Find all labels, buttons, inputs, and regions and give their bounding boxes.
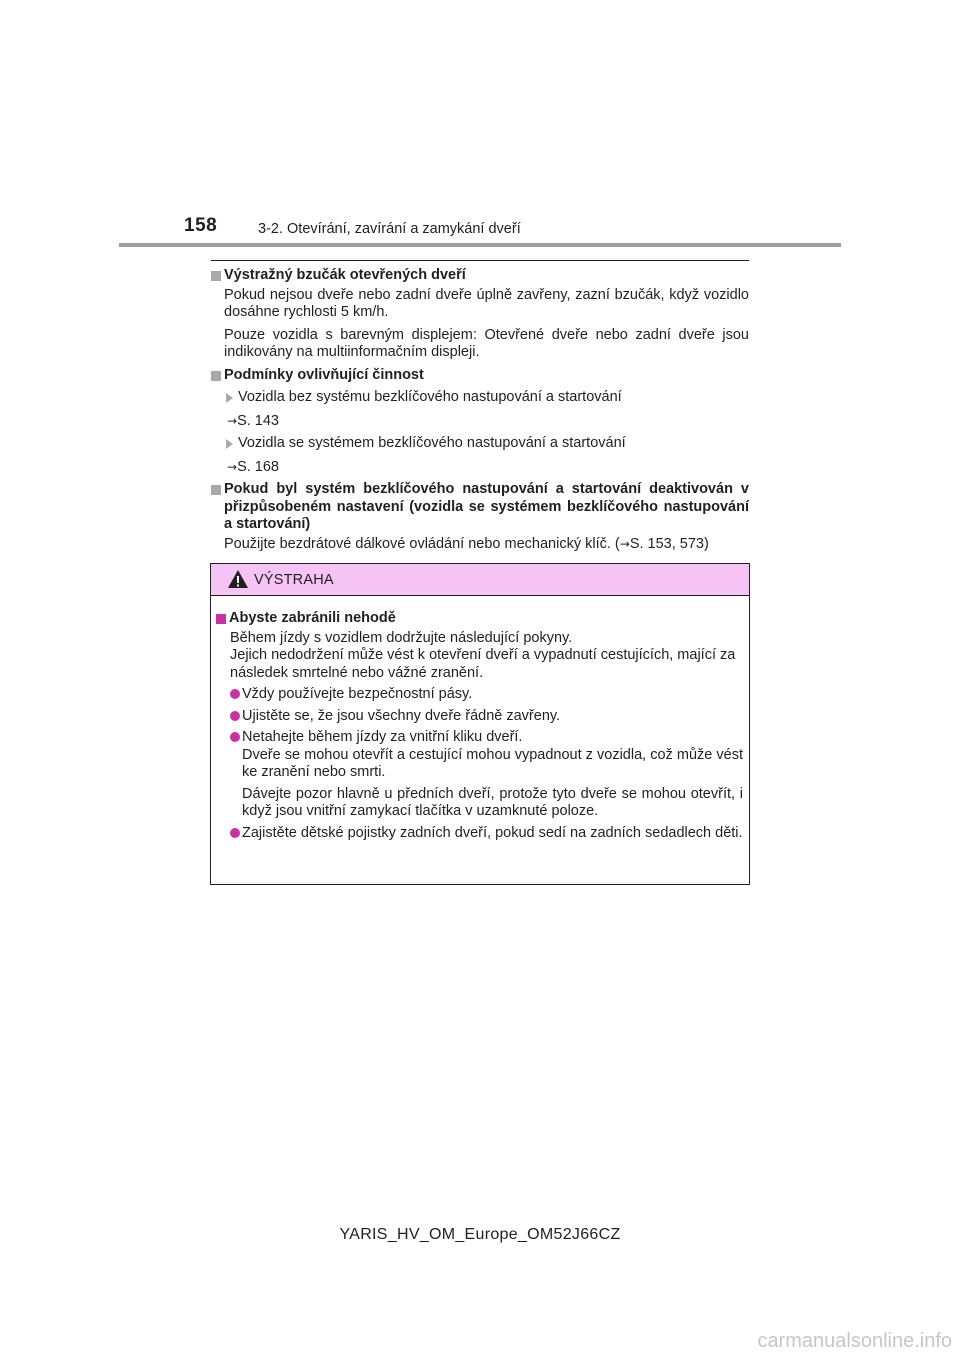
variant-text: Vozidla bez systému bezklíčového nastupování a startování	[238, 389, 622, 405]
section-heading-text: Výstražný bzučák otevřených dveří	[224, 267, 466, 283]
warning-title: VÝSTRAHA	[254, 572, 334, 588]
bullet-text: Dveře se mohou otevřít a cestující mohou vypadnout z vozidla, což může vést ke zranění nebo smrti.	[242, 746, 743, 780]
triangle-right-icon	[226, 393, 233, 403]
warning-paragraph: Jejich nedodržení může vést k otevření dveří a vypadnutí cestujících, mající za následek smrtelné nebo vážné zranění.	[230, 647, 736, 681]
square-bullet-icon	[211, 371, 221, 381]
warning-triangle-icon	[227, 569, 249, 589]
section-heading	[211, 367, 749, 385]
header-rule	[119, 243, 841, 247]
warning-heading-text: Abyste zabránili nehodě	[229, 610, 396, 626]
bullet-text: Zajistěte dětské pojistky zadních dveří, pokud sedí na zadních sedadlech děti.	[242, 824, 743, 841]
square-bullet-icon	[211, 271, 221, 281]
bullet-text: Netahejte během jízdy za vnitřní kliku dveří.	[242, 729, 523, 745]
section-keyless-deactivated	[211, 481, 749, 553]
section-heading-text: Pokud byl systém bezklíčového nastupování a startování deaktivován v přizpůsobeném nastavení (vozidla se systémem bezklíčového nastupování a startování)	[224, 481, 749, 532]
watermark: carmanualsonline.info	[757, 1330, 952, 1352]
main-content	[211, 267, 749, 553]
page-reference-text[interactable]: S. 153, 573)	[629, 535, 709, 552]
bullet-text: Ujistěte se, že jsou všechny dveře řádně zavřeny.	[242, 707, 561, 724]
section-conditions	[211, 367, 749, 477]
warning-heading	[216, 610, 743, 628]
page-number: 158	[184, 215, 218, 236]
section-heading-text: Podmínky ovlivňující činnost	[224, 366, 424, 383]
square-bullet-icon	[216, 614, 226, 624]
triangle-right-icon	[226, 439, 233, 449]
warning-paragraph: Během jízdy s vozidlem dodržujte následující pokyny.	[230, 629, 573, 646]
section-heading	[211, 481, 749, 534]
warning-bullet	[216, 686, 743, 704]
square-bullet-icon	[211, 485, 221, 495]
warning-box	[210, 563, 750, 885]
variant-item	[211, 435, 749, 453]
page-reference[interactable]	[211, 459, 749, 477]
paragraph	[211, 536, 749, 554]
arrow-right-icon: →	[227, 459, 238, 474]
warning-bullet	[216, 708, 743, 726]
arrow-right-icon: →	[227, 413, 238, 428]
warning-bullet	[216, 729, 743, 821]
section-title: 3-2. Otevírání, zavírání a zamykání dveří	[258, 221, 521, 237]
round-bullet-icon	[230, 711, 240, 721]
footer-document-code: YARIS_HV_OM_Europe_OM52J66CZ	[339, 1226, 621, 1243]
bullet-text: Vždy používejte bezpečnostní pásy.	[242, 686, 473, 702]
variant-text: Vozidla se systémem bezklíčového nastupování a startování	[238, 435, 626, 451]
page-reference-text: S. 143	[237, 412, 279, 429]
section-door-buzzer	[211, 267, 749, 362]
section-heading	[211, 267, 749, 285]
warning-body	[211, 596, 749, 842]
paragraph: Pouze vozidla s barevným displejem: Otevřené dveře nebo zadní dveře jsou indikovány na multiinformačním displeji.	[224, 326, 749, 360]
warning-header	[211, 564, 749, 596]
warning-bullet	[216, 825, 743, 843]
round-bullet-icon	[230, 732, 240, 742]
round-bullet-icon	[230, 689, 240, 699]
arrow-right-icon: →	[619, 536, 630, 551]
content-top-rule	[211, 260, 749, 261]
variant-item	[211, 389, 749, 407]
paragraph-text: Použijte bezdrátové dálkové ovládání nebo mechanický klíč. (	[224, 535, 620, 552]
page-reference-text: S. 168	[237, 458, 279, 475]
bullet-text: Dávejte pozor hlavně u předních dveří, protože tyto dveře se mohou otevřít, i když jsou vnitřní zamykací tlačítka v uzamknuté poloze.	[242, 785, 743, 819]
paragraph: Pokud nejsou dveře nebo zadní dveře úplně zavřeny, zazní bzučák, když vozidlo dosáhne rychlosti 5 km/h.	[224, 286, 749, 320]
page-reference[interactable]	[211, 413, 749, 431]
round-bullet-icon	[230, 828, 240, 838]
